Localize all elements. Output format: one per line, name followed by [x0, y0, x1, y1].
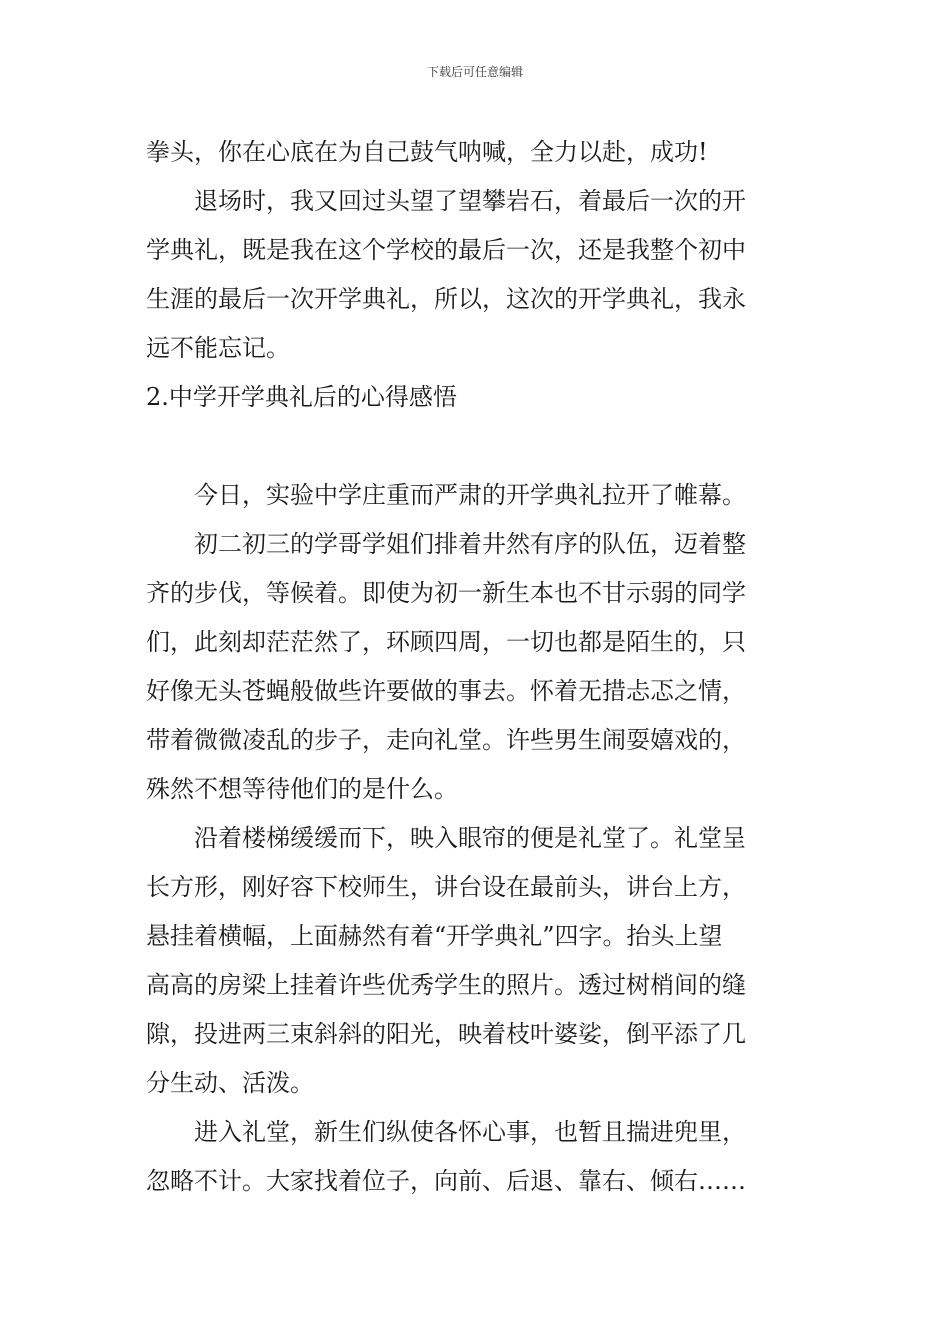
text-line: 初二初三的学哥学姐们排着井然有序的队伍，迈着整 — [194, 530, 746, 558]
text-line: 悬挂着横幅，上面赫然有着“开学典礼”四字。抬头上望 — [146, 922, 723, 950]
page-header-note: 下载后可任意编辑 — [426, 65, 523, 79]
text-line: 高高的房梁上挂着许些优秀学生的照片。透过树梢间的缝 — [146, 971, 746, 999]
text-line: 今日，实验中学庄重而严肃的开学典礼拉开了帷幕。 — [194, 481, 746, 509]
paragraph — [146, 1108, 810, 1206]
text-line: 沿着楼梯缓缓而下，映入眼帘的便是礼堂了。礼堂呈 — [194, 824, 746, 852]
text-line: 忽略不计。大家找着位子，向前、后退、靠右、倾右…… — [146, 1167, 746, 1195]
text-line: 好像无头苍蝇般做些许要做的事去。怀着无措忐忑之情， — [146, 677, 746, 705]
paragraph — [146, 177, 810, 373]
text-line: 分生动、活泼。 — [146, 1069, 314, 1097]
text-line: 隙，投进两三束斜斜的阳光，映着枝叶婆娑，倒平添了几 — [146, 1020, 746, 1048]
text-line: 退场时，我又回过头望了望攀岩石，着最后一次的开 — [194, 187, 746, 215]
text-line: 们，此刻却茫茫然了，环顾四周，一切也都是陌生的，只 — [146, 628, 746, 656]
paragraph — [146, 520, 810, 814]
text-line: 生涯的最后一次开学典礼，所以，这次的开学典礼，我永 — [146, 285, 746, 313]
blank-line — [146, 422, 810, 471]
text-line: 进入礼堂，新生们纵使各怀心事，也暂且揣进兜里， — [194, 1118, 746, 1146]
text-line: 殊然不想等待他们的是什么。 — [146, 775, 458, 803]
text-line: 齐的步伐，等候着。即使为初一新生本也不甘示弱的同学 — [146, 579, 746, 607]
paragraph — [146, 128, 810, 177]
text-line: 学典礼，既是我在这个学校的最后一次，还是我整个初中 — [146, 236, 746, 264]
document-body — [146, 128, 810, 1206]
text-line: 远不能忘记。 — [146, 334, 290, 362]
text-line: 长方形，刚好容下校师生，讲台设在最前头，讲台上方， — [146, 873, 746, 901]
text-line: 带着微微凌乱的步子，走向礼堂。许些男生闹耍嬉戏的， — [146, 726, 746, 754]
paragraph — [146, 471, 810, 520]
paragraph — [146, 814, 810, 1108]
section-heading: 2.中学开学典礼后的心得感悟 — [146, 383, 457, 411]
text-line: 拳头，你在心底在为自己鼓气呐喊，全力以赴，成功! — [146, 138, 708, 166]
